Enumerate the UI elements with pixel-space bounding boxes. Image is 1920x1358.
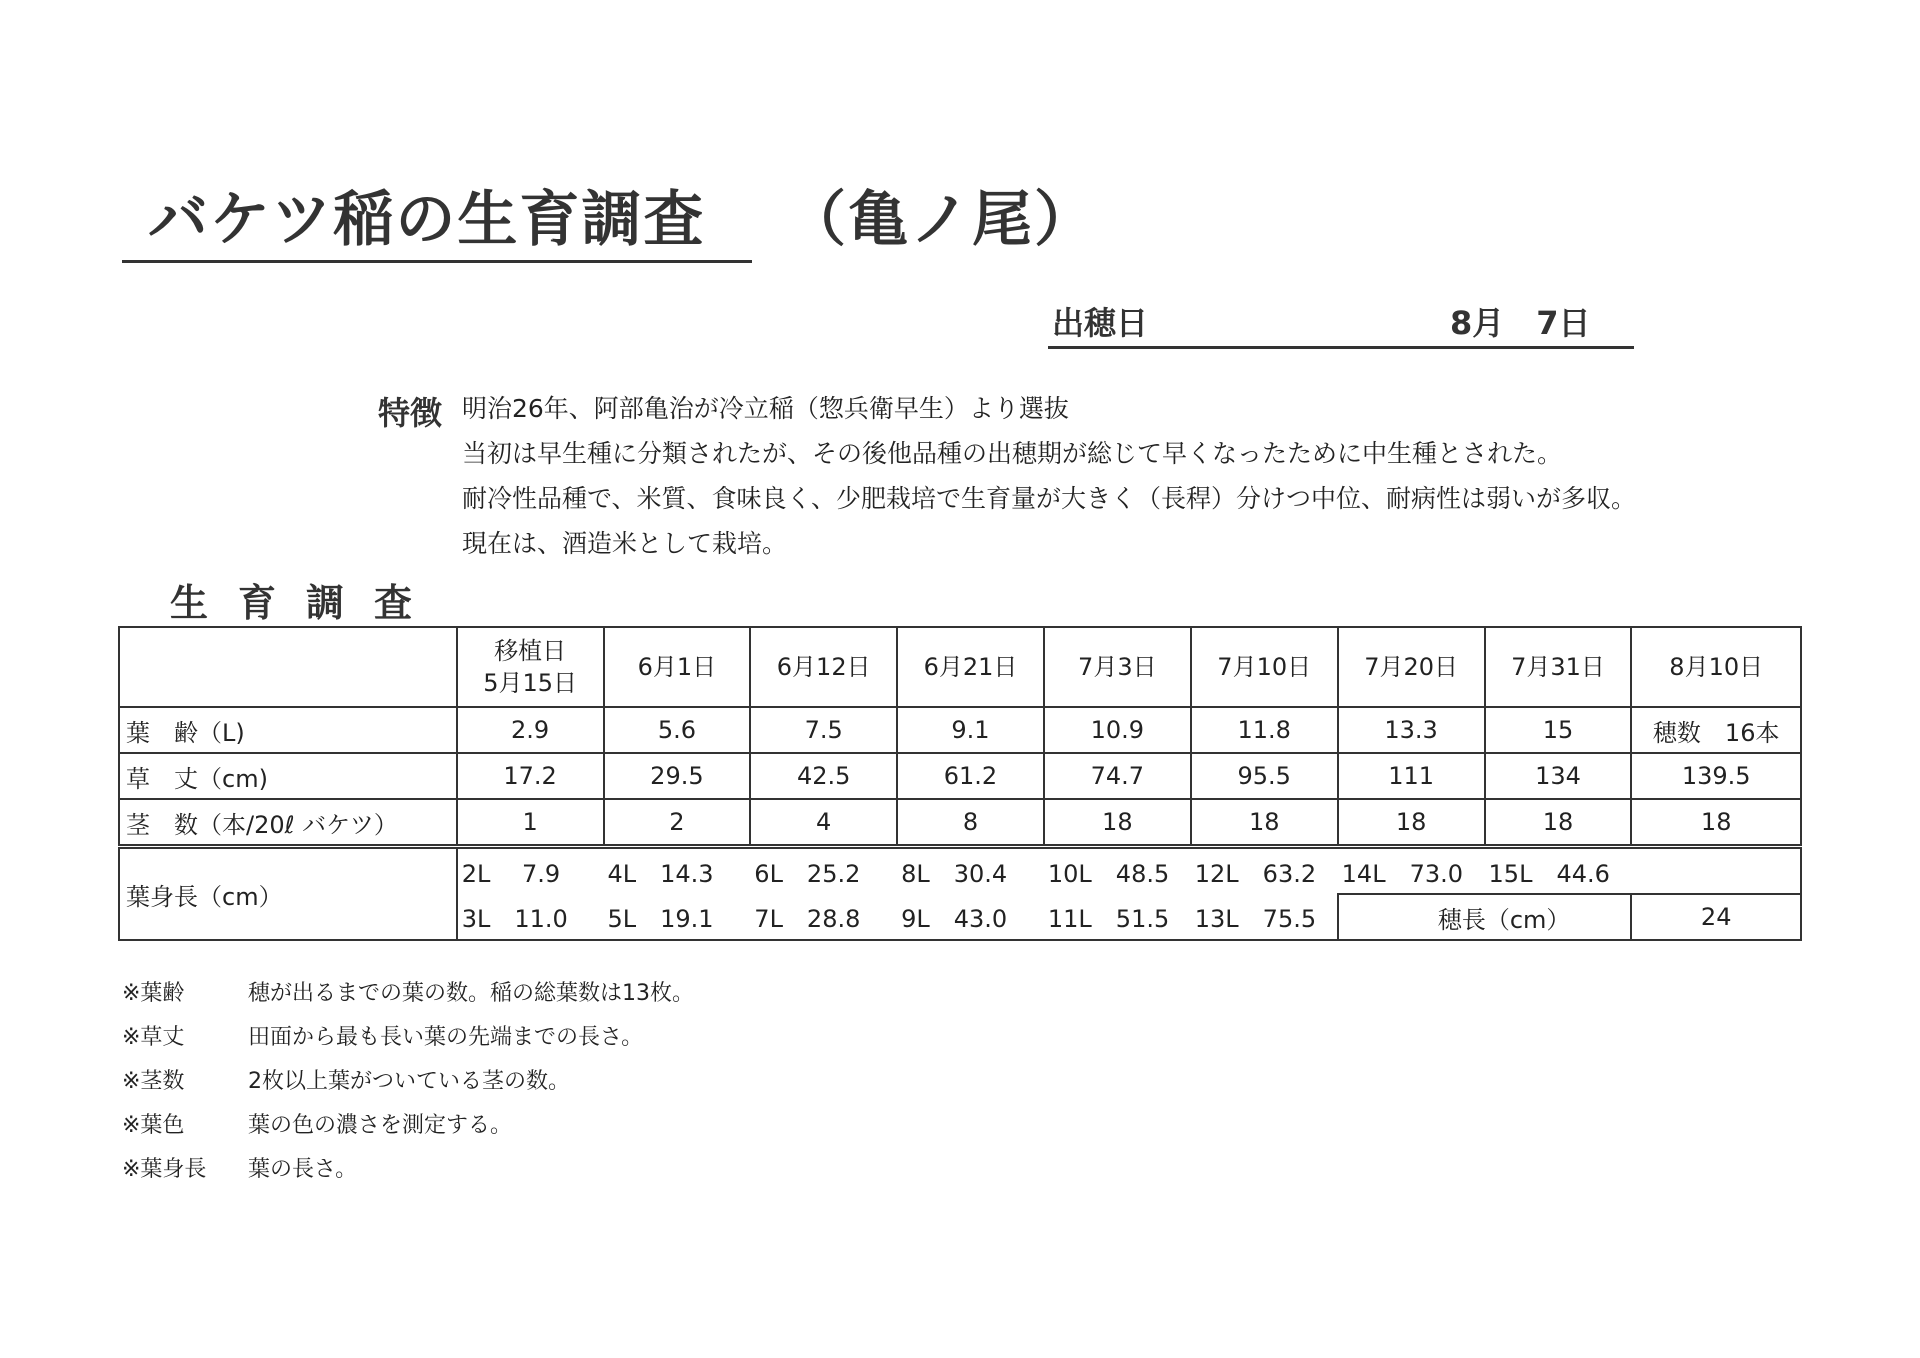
- footnote-text: 葉の長さ。: [248, 1157, 358, 1182]
- table-cell: 11.8: [1191, 707, 1338, 753]
- leaf-length-cell: 10L 48.5: [1044, 847, 1191, 895]
- footnote-text: 2枚以上葉がついている茎の数。: [248, 1069, 570, 1094]
- table-cell: 95.5: [1191, 753, 1338, 799]
- table-row-stem-count: [119, 799, 1801, 847]
- leaf-length-cell-empty: [1631, 847, 1801, 895]
- features-text: [462, 386, 1636, 566]
- ear-length-label: 穂長（cm）: [1338, 894, 1632, 940]
- table-row-leaf-age: [119, 707, 1801, 753]
- row-label: 葉身長（cm）: [119, 847, 457, 941]
- leaf-length-cell: 7L 28.8: [750, 894, 897, 940]
- features-line: 当初は早生種に分類されたが、その後他品種の出穂期が総じて早くなったために中生種とされた。: [462, 439, 1563, 468]
- leaf-length-cell: 8L 30.4: [897, 847, 1044, 895]
- leaf-length-cell: 9L 43.0: [897, 894, 1044, 940]
- header-date-cell: 7月20日: [1338, 627, 1485, 707]
- table-cell: 74.7: [1044, 753, 1191, 799]
- table-cell: 13.3: [1338, 707, 1485, 753]
- table-cell: 1: [457, 799, 604, 847]
- footnote-key: ※草丈: [122, 1025, 185, 1050]
- footnote-key: ※葉齢: [122, 981, 185, 1006]
- growth-survey-table: [118, 626, 1802, 941]
- title-variety: （亀ノ尾）: [786, 185, 1096, 255]
- footnote: [122, 1108, 694, 1152]
- features-line: 明治26年、阿部亀治が冷立稲（惣兵衛早生）より選抜: [462, 394, 1069, 423]
- header-date-cell: 8月10日: [1631, 627, 1801, 707]
- leaf-length-cell: 2L 7.9: [457, 847, 604, 895]
- leaf-length-cell: 3L 11.0: [457, 894, 604, 940]
- heading-date-value: 8月 7日: [1450, 304, 1591, 342]
- table-cell: 18: [1485, 799, 1632, 847]
- table-cell: 15: [1485, 707, 1632, 753]
- heading-underline: [1048, 346, 1634, 349]
- footnotes: [122, 976, 694, 1196]
- footnote-text: 葉の色の濃さを測定する。: [248, 1113, 513, 1138]
- survey-section-title: 生育調査: [170, 581, 443, 625]
- features-line: 耐冷性品種で、米質、食味良く、少肥栽培で生育量が大きく（長稈）分けつ中位、耐病性は弱いが多収。: [462, 484, 1637, 513]
- header-blank-cell: [119, 627, 457, 707]
- table-cell: 4: [750, 799, 897, 847]
- leaf-length-cell: 5L 19.1: [604, 894, 751, 940]
- leaf-length-cell: 11L 51.5: [1044, 894, 1191, 940]
- title-main: バケツ稲の生育調査: [148, 185, 706, 255]
- leaf-length-cell: 12L 63.2: [1191, 847, 1338, 895]
- row-label: 葉 齢（L): [119, 707, 457, 753]
- header-date-cell: 6月1日: [604, 627, 751, 707]
- header-date-cell: 6月21日: [897, 627, 1044, 707]
- table-row-plant-height: [119, 753, 1801, 799]
- footnote-text: 田面から最も長い葉の先端までの長さ。: [248, 1025, 644, 1050]
- table-cell: 5.6: [604, 707, 751, 753]
- header-date-cell: 7月10日: [1191, 627, 1338, 707]
- table-cell: 穂数 16本: [1631, 707, 1801, 753]
- footnote-key: ※茎数: [122, 1069, 185, 1094]
- footnote-key: ※葉色: [122, 1113, 185, 1138]
- table-header-row: [119, 627, 1801, 707]
- features-label: 特徴: [378, 394, 443, 432]
- title-underline: [122, 260, 752, 263]
- footnote-text: 穂が出るまでの葉の数。稲の総葉数は13枚。: [248, 981, 694, 1006]
- table-cell: 18: [1631, 799, 1801, 847]
- table-row-leaf-length-1: [119, 847, 1801, 895]
- table-cell: 61.2: [897, 753, 1044, 799]
- footnote: [122, 1152, 694, 1196]
- table-cell: 29.5: [604, 753, 751, 799]
- table-cell: 134: [1485, 753, 1632, 799]
- leaf-length-cell: 13L 75.5: [1191, 894, 1338, 940]
- leaf-length-cell: 15L 44.6: [1485, 847, 1632, 895]
- row-label: 茎 数（本/20ℓ バケツ）: [119, 799, 457, 847]
- table-cell: 8: [897, 799, 1044, 847]
- table-cell: 111: [1338, 753, 1485, 799]
- leaf-length-cell: 4L 14.3: [604, 847, 751, 895]
- table-cell: 18: [1191, 799, 1338, 847]
- table-cell: 2: [604, 799, 751, 847]
- header-date-cell: [457, 627, 604, 707]
- leaf-length-cell: 6L 25.2: [750, 847, 897, 895]
- table-cell: 18: [1338, 799, 1485, 847]
- footnote: [122, 1020, 694, 1064]
- table-cell: 2.9: [457, 707, 604, 753]
- table-cell: 42.5: [750, 753, 897, 799]
- header-date-cell: 6月12日: [750, 627, 897, 707]
- footnote: [122, 976, 694, 1020]
- table-cell: 139.5: [1631, 753, 1801, 799]
- leaf-length-cell: 14L 73.0: [1338, 847, 1485, 895]
- footnote-key: ※葉身長: [122, 1157, 207, 1182]
- header-date-cell: 7月31日: [1485, 627, 1632, 707]
- footnote: [122, 1064, 694, 1108]
- ear-length-value: 24: [1631, 894, 1801, 940]
- row-label: 草 丈（cm): [119, 753, 457, 799]
- table-cell: 7.5: [750, 707, 897, 753]
- features-line: 現在は、酒造米として栽培。: [462, 529, 788, 558]
- table-cell: 18: [1044, 799, 1191, 847]
- table-cell: 10.9: [1044, 707, 1191, 753]
- header-date-line: 5月15日: [483, 669, 577, 697]
- table-cell: 17.2: [457, 753, 604, 799]
- header-date-cell: 7月3日: [1044, 627, 1191, 707]
- table-cell: 9.1: [897, 707, 1044, 753]
- heading-date-label: 出穂日: [1052, 304, 1149, 342]
- header-date-line: 移植日: [494, 637, 567, 665]
